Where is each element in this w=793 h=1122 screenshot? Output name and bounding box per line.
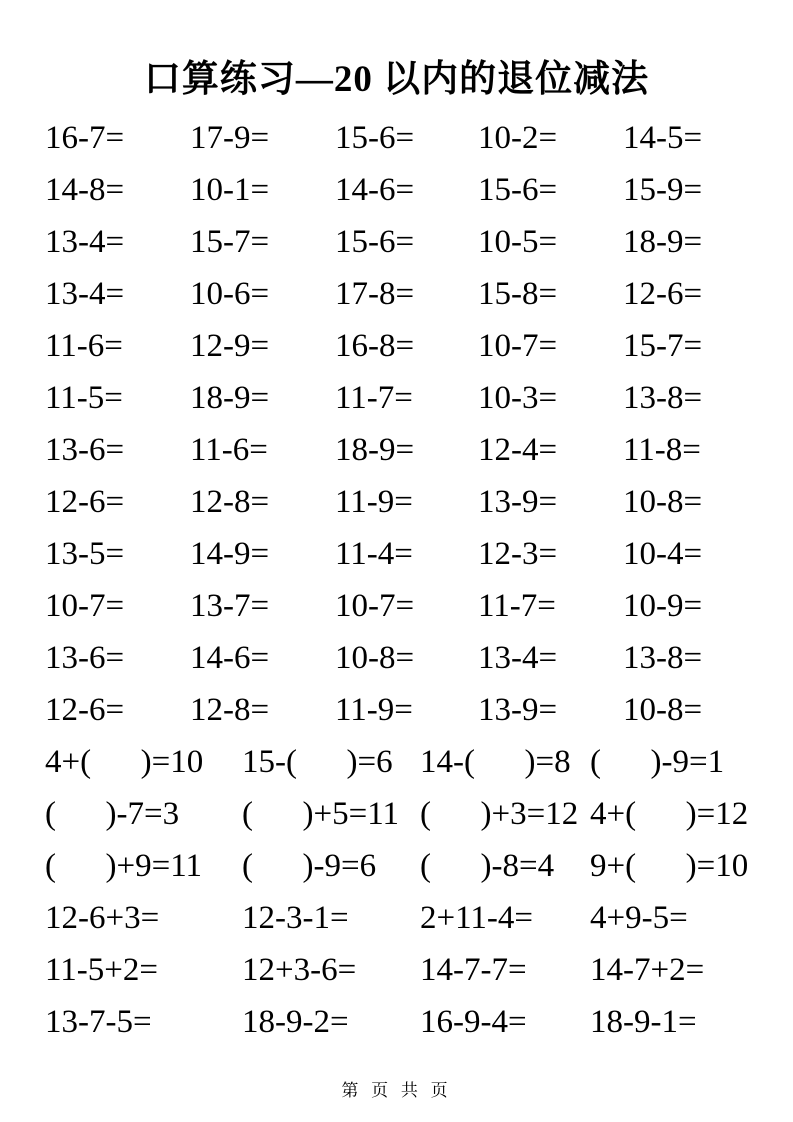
three-number-problems [0,892,793,1048]
problem: 14-9= [190,535,270,572]
problem-area [0,112,793,1048]
problem: 10-3= [478,379,558,416]
page-title: 口算练习—20 以内的退位减法 [143,59,650,100]
problem: 12-4= [478,431,558,468]
problem: ( )-9=6 [242,847,377,884]
problem: 14-6= [335,171,415,208]
problem: 10-1= [190,171,270,208]
problem: 12-6= [45,483,125,520]
problem: 14-6= [190,639,270,676]
problem: 11-6= [190,431,268,468]
problem: 15-6= [335,119,415,156]
problem: 13-9= [478,483,558,520]
problem-row [0,528,793,580]
problem: 18-9= [190,379,270,416]
problem: 11-7= [478,587,556,624]
problem: 15-7= [190,223,270,260]
problem: ( )-9=1 [590,743,725,780]
problem: 14-5= [623,119,703,156]
problem: 15-9= [623,171,703,208]
problem: 10-7= [335,587,415,624]
problem: ( )-7=3 [45,795,180,832]
problem: ( )-8=4 [420,847,555,884]
problem: 18-9= [623,223,703,260]
problem-row [0,996,793,1048]
problem: 16-8= [335,327,415,364]
problem: ( )+3=12 [420,795,579,832]
problem: 16-7= [45,119,125,156]
problem: 12-6= [45,691,125,728]
problem: 17-8= [335,275,415,312]
problem: 12-8= [190,691,270,728]
problem: 13-8= [623,639,703,676]
problem: 14-8= [45,171,125,208]
problem: 13-8= [623,379,703,416]
problem: 12-9= [190,327,270,364]
problem: 4+( )=10 [45,743,204,780]
problem: 10-5= [478,223,558,260]
problem: 14-7+2= [590,951,705,988]
problem: 4+9-5= [590,899,688,936]
problem: 10-2= [478,119,558,156]
problem: 13-4= [45,275,125,312]
problem: 15-( )=6 [242,743,393,780]
problem-row [0,320,793,372]
problem: 12-3-1= [242,899,349,936]
problem: 15-6= [478,171,558,208]
problem-row [0,580,793,632]
problem: 13-7= [190,587,270,624]
problem: 14-7-7= [420,951,527,988]
problem: 10-7= [45,587,125,624]
problem: 11-7= [335,379,413,416]
problem-row [0,164,793,216]
problem: 18-9-1= [590,1003,697,1040]
problem: 12-8= [190,483,270,520]
problem: 12-3= [478,535,558,572]
problem: 11-5= [45,379,123,416]
problem-row [0,112,793,164]
problem: 11-9= [335,483,413,520]
problem-row [0,268,793,320]
problem: 18-9-2= [242,1003,349,1040]
page-footer: 第 页 共 页 [341,1081,452,1100]
problem: 17-9= [190,119,270,156]
problem-row [0,476,793,528]
problem: 11-6= [45,327,123,364]
problem-row [0,684,793,736]
problem: 13-5= [45,535,125,572]
problem: 10-4= [623,535,703,572]
problem-row [0,944,793,996]
problem: 11-8= [623,431,701,468]
problem: 15-7= [623,327,703,364]
problem: 15-6= [335,223,415,260]
problem: 13-9= [478,691,558,728]
problem-row [0,216,793,268]
problem: 11-9= [335,691,413,728]
fill-in-blank-problems [0,736,793,892]
problem-row [0,424,793,476]
problem: 12-6= [623,275,703,312]
problem: ( )+5=11 [242,795,399,832]
problem-row [0,892,793,944]
problem: 10-9= [623,587,703,624]
problem: 18-9= [335,431,415,468]
problem: 2+11-4= [420,899,533,936]
problem: 12-6+3= [45,899,160,936]
problem-row [0,736,793,788]
problem: 15-8= [478,275,558,312]
problem: 13-4= [478,639,558,676]
problem: 16-9-4= [420,1003,527,1040]
problem: 13-7-5= [45,1003,152,1040]
problem: 12+3-6= [242,951,357,988]
problem: 10-6= [190,275,270,312]
problem: 4+( )=12 [590,795,749,832]
problem: 14-( )=8 [420,743,571,780]
problem: 13-4= [45,223,125,260]
problem-row [0,632,793,684]
problem: 10-8= [623,691,703,728]
problem: 10-8= [623,483,703,520]
problem: 10-7= [478,327,558,364]
problem-row [0,372,793,424]
problem-row [0,788,793,840]
subtraction-problems [0,112,793,736]
problem-row [0,840,793,892]
problem: 11-5+2= [45,951,158,988]
problem: 9+( )=10 [590,847,749,884]
problem: 11-4= [335,535,413,572]
problem: 13-6= [45,431,125,468]
problem: 10-8= [335,639,415,676]
problem: ( )+9=11 [45,847,202,884]
problem: 13-6= [45,639,125,676]
